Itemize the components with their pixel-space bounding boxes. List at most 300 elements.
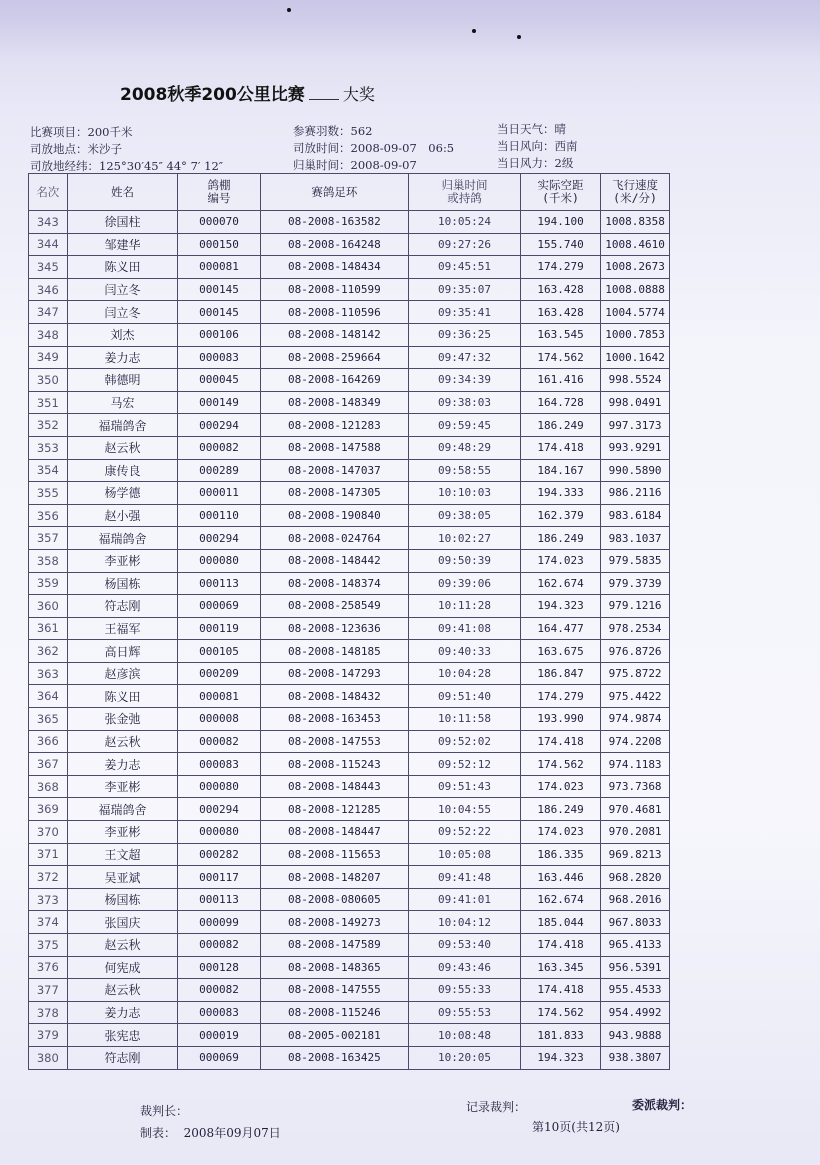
cell-return-time: 09:47:32 [409, 346, 521, 369]
prepared-by [140, 1124, 281, 1141]
cell-distance: 186.249 [520, 798, 600, 821]
cell-distance: 174.562 [520, 1001, 600, 1024]
cell-loft-id: 000070 [178, 211, 260, 234]
cell-ring: 08-2008-121283 [260, 414, 409, 437]
cell-rank: 368 [29, 775, 68, 798]
wind-force-label: 当日风力： [497, 156, 555, 170]
cell-loft-id: 000081 [178, 685, 260, 708]
event-info [30, 124, 132, 140]
cell-distance: 174.418 [520, 436, 600, 459]
wind-force-info [497, 155, 573, 171]
cell-name: 陈义田 [67, 256, 178, 279]
cell-speed: 978.2534 [601, 617, 670, 640]
scan-shading [0, 0, 820, 60]
cell-ring: 08-2008-148443 [260, 775, 409, 798]
cell-speed: 974.9874 [601, 708, 670, 731]
cell-speed: 990.5890 [601, 459, 670, 482]
cell-name: 福瑞鸽舍 [67, 798, 178, 821]
header-distance-line2: (千米) [542, 191, 579, 205]
cell-return-time: 10:04:12 [409, 911, 521, 934]
table-row [29, 753, 670, 776]
cell-rank: 343 [29, 211, 68, 234]
return-time-label: 归巢时间： [293, 158, 351, 172]
cell-distance: 163.446 [520, 866, 600, 889]
cell-rank: 347 [29, 301, 68, 324]
cell-ring: 08-2008-259664 [260, 346, 409, 369]
cell-ring: 08-2008-163582 [260, 211, 409, 234]
cell-name: 何宪成 [67, 956, 178, 979]
recorder-label: 记录裁判： [466, 1100, 527, 1114]
cell-speed: 968.2820 [601, 866, 670, 889]
cell-ring: 08-2008-024764 [260, 527, 409, 550]
cell-ring: 08-2008-148432 [260, 685, 409, 708]
cell-return-time: 09:51:40 [409, 685, 521, 708]
cell-name: 康传良 [67, 459, 178, 482]
return-time-info [293, 157, 417, 173]
cell-rank: 375 [29, 934, 68, 957]
cell-loft-id: 000083 [178, 753, 260, 776]
cell-return-time: 09:52:12 [409, 753, 521, 776]
cell-speed: 1008.0888 [601, 278, 670, 301]
cell-name: 李亚彬 [67, 775, 178, 798]
cell-ring: 08-2005-002181 [260, 1024, 409, 1047]
cell-speed: 1000.1642 [601, 346, 670, 369]
cell-distance: 194.323 [520, 1046, 600, 1069]
table-row [29, 708, 670, 731]
cell-speed: 1000.7853 [601, 323, 670, 346]
cell-name: 杨国栋 [67, 572, 178, 595]
cell-return-time: 10:05:24 [409, 211, 521, 234]
cell-rank: 345 [29, 256, 68, 279]
release-place-value: 米沙子 [87, 142, 122, 156]
cell-rank: 358 [29, 549, 68, 572]
cell-loft-id: 000145 [178, 301, 260, 324]
cell-name: 姜力志 [67, 753, 178, 776]
table-row [29, 798, 670, 821]
cell-distance: 194.100 [520, 211, 600, 234]
title-blank [309, 87, 339, 100]
table-row [29, 414, 670, 437]
cell-speed: 967.8033 [601, 911, 670, 934]
cell-rank: 352 [29, 414, 68, 437]
cell-distance: 184.167 [520, 459, 600, 482]
cell-distance: 174.279 [520, 256, 600, 279]
cell-name: 张国庆 [67, 911, 178, 934]
cell-name: 邹建华 [67, 233, 178, 256]
cell-speed: 943.9888 [601, 1024, 670, 1047]
cell-name: 符志刚 [67, 595, 178, 618]
cell-loft-id: 000080 [178, 549, 260, 572]
table-row [29, 278, 670, 301]
cell-speed: 979.5835 [601, 549, 670, 572]
page-number: 第10页(共12页) [532, 1120, 620, 1134]
header-loft-line2: 编号 [207, 191, 231, 205]
cell-name: 李亚彬 [67, 821, 178, 844]
cell-return-time: 09:41:01 [409, 888, 521, 911]
cell-name: 姜力志 [67, 346, 178, 369]
table-row [29, 391, 670, 414]
cell-loft-id: 000113 [178, 888, 260, 911]
cell-rank: 362 [29, 640, 68, 663]
cell-rank: 346 [29, 278, 68, 301]
table-row [29, 301, 670, 324]
header-time-line1: 归巢时间 [441, 178, 488, 192]
cell-ring: 08-2008-148434 [260, 256, 409, 279]
cell-loft-id: 000082 [178, 934, 260, 957]
table-row [29, 233, 670, 256]
cell-return-time: 10:04:28 [409, 662, 521, 685]
cell-return-time: 09:58:55 [409, 459, 521, 482]
header-distance [520, 174, 600, 211]
cell-ring: 08-2008-147589 [260, 934, 409, 957]
cell-rank: 372 [29, 866, 68, 889]
prepared-label: 制表： [140, 1126, 177, 1140]
cell-ring: 08-2008-148365 [260, 956, 409, 979]
cell-loft-id: 000045 [178, 369, 260, 392]
coords-info [30, 158, 223, 174]
cell-return-time: 09:45:51 [409, 256, 521, 279]
cell-distance: 163.545 [520, 323, 600, 346]
cell-rank: 361 [29, 617, 68, 640]
cell-speed: 975.4422 [601, 685, 670, 708]
table-row [29, 843, 670, 866]
cell-speed: 998.5524 [601, 369, 670, 392]
cell-ring: 08-2008-164269 [260, 369, 409, 392]
table-row [29, 775, 670, 798]
cell-loft-id: 000294 [178, 414, 260, 437]
scan-speck [517, 35, 521, 39]
header-time-line2: 或持鸽 [447, 191, 482, 205]
cell-ring: 08-2008-148349 [260, 391, 409, 414]
header-time [409, 174, 521, 211]
cell-speed: 974.2208 [601, 730, 670, 753]
wind-direction-label: 当日风向： [497, 139, 555, 153]
cell-rank: 380 [29, 1046, 68, 1069]
cell-rank: 349 [29, 346, 68, 369]
cell-speed: 956.5391 [601, 956, 670, 979]
cell-return-time: 09:35:41 [409, 301, 521, 324]
cell-distance: 174.562 [520, 753, 600, 776]
table-row [29, 369, 670, 392]
wind-direction-value: 西南 [554, 139, 578, 153]
cell-ring: 08-2008-148207 [260, 866, 409, 889]
table-row [29, 888, 670, 911]
title-main: 2008秋季200公里比赛 [120, 85, 305, 105]
cell-distance: 181.833 [520, 1024, 600, 1047]
cell-speed: 979.1216 [601, 595, 670, 618]
cell-name: 福瑞鸽舍 [67, 414, 178, 437]
cell-speed: 1004.5774 [601, 301, 670, 324]
cell-rank: 374 [29, 911, 68, 934]
table-row [29, 934, 670, 957]
cell-speed: 979.3739 [601, 572, 670, 595]
cell-name: 李亚彬 [67, 549, 178, 572]
table-row [29, 1046, 670, 1069]
header-speed-line2: (米/分) [613, 191, 657, 205]
weather-info [497, 121, 566, 137]
cell-loft-id: 000069 [178, 595, 260, 618]
cell-name: 闫立冬 [67, 301, 178, 324]
cell-loft-id: 000080 [178, 775, 260, 798]
cell-loft-id: 000128 [178, 956, 260, 979]
header-name: 姓名 [67, 174, 178, 211]
cell-distance: 162.674 [520, 572, 600, 595]
cell-distance: 194.333 [520, 482, 600, 505]
cell-speed: 993.9291 [601, 436, 670, 459]
cell-return-time: 09:41:48 [409, 866, 521, 889]
cell-name: 福瑞鸽舍 [67, 527, 178, 550]
cell-rank: 344 [29, 233, 68, 256]
cell-name: 姜力志 [67, 1001, 178, 1024]
cell-speed: 973.7368 [601, 775, 670, 798]
cell-return-time: 09:39:06 [409, 572, 521, 595]
release-place-info [30, 141, 122, 157]
cell-distance: 174.562 [520, 346, 600, 369]
scan-speck [472, 29, 476, 33]
cell-name: 王福军 [67, 617, 178, 640]
cell-ring: 08-2008-123636 [260, 617, 409, 640]
cell-rank: 369 [29, 798, 68, 821]
cell-loft-id: 000082 [178, 730, 260, 753]
cell-distance: 174.418 [520, 934, 600, 957]
cell-name: 马宏 [67, 391, 178, 414]
header-speed [601, 174, 670, 211]
cell-return-time: 09:38:05 [409, 504, 521, 527]
cell-loft-id: 000099 [178, 911, 260, 934]
cell-rank: 366 [29, 730, 68, 753]
cell-return-time: 09:59:45 [409, 414, 521, 437]
table-row [29, 527, 670, 550]
table-row [29, 821, 670, 844]
cell-rank: 378 [29, 1001, 68, 1024]
cell-speed: 969.8213 [601, 843, 670, 866]
header-ring: 赛鸽足环 [260, 174, 409, 211]
header-loft-line1: 鸽棚 [207, 178, 231, 192]
cell-ring: 08-2008-148442 [260, 549, 409, 572]
cell-return-time: 10:02:27 [409, 527, 521, 550]
cell-rank: 363 [29, 662, 68, 685]
cell-name: 刘杰 [67, 323, 178, 346]
cell-speed: 986.2116 [601, 482, 670, 505]
cell-return-time: 09:52:02 [409, 730, 521, 753]
cell-loft-id: 000294 [178, 527, 260, 550]
cell-name: 张宪忠 [67, 1024, 178, 1047]
cell-rank: 364 [29, 685, 68, 708]
cell-name: 杨学德 [67, 482, 178, 505]
cell-speed: 1008.2673 [601, 256, 670, 279]
cell-return-time: 09:38:03 [409, 391, 521, 414]
cell-ring: 08-2008-147293 [260, 662, 409, 685]
cell-distance: 164.728 [520, 391, 600, 414]
table-row [29, 866, 670, 889]
cell-loft-id: 000209 [178, 662, 260, 685]
cell-ring: 08-2008-147588 [260, 436, 409, 459]
cell-ring: 08-2008-115243 [260, 753, 409, 776]
header-speed-line1: 飞行速度 [612, 178, 659, 192]
cell-speed: 1008.4610 [601, 233, 670, 256]
cell-return-time: 10:10:03 [409, 482, 521, 505]
cell-name: 赵云秋 [67, 730, 178, 753]
release-place-label: 司放地点： [30, 142, 88, 156]
cell-ring: 08-2008-149273 [260, 911, 409, 934]
cell-rank: 373 [29, 888, 68, 911]
cell-distance: 185.044 [520, 911, 600, 934]
cell-loft-id: 000082 [178, 979, 260, 1002]
prepared-date: 2008年09月07日 [183, 1126, 281, 1140]
cell-ring: 08-2008-110599 [260, 278, 409, 301]
cell-speed: 965.4133 [601, 934, 670, 957]
release-time-label: 司放时间： [293, 141, 351, 155]
cell-return-time: 10:04:55 [409, 798, 521, 821]
cell-loft-id: 000069 [178, 1046, 260, 1069]
weather-label: 当日天气： [497, 122, 555, 136]
cell-name: 赵云秋 [67, 979, 178, 1002]
entries-info [293, 123, 372, 139]
cell-rank: 351 [29, 391, 68, 414]
cell-ring: 08-2008-148142 [260, 323, 409, 346]
cell-ring: 08-2008-080605 [260, 888, 409, 911]
table-row [29, 436, 670, 459]
cell-return-time: 09:50:39 [409, 549, 521, 572]
cell-loft-id: 000110 [178, 504, 260, 527]
cell-name: 王文超 [67, 843, 178, 866]
event-label: 比赛项目： [30, 125, 88, 139]
title-award: 大奖 [342, 85, 375, 104]
cell-loft-id: 000149 [178, 391, 260, 414]
cell-return-time: 09:40:33 [409, 640, 521, 663]
cell-distance: 186.249 [520, 414, 600, 437]
cell-rank: 367 [29, 753, 68, 776]
cell-rank: 354 [29, 459, 68, 482]
cell-loft-id: 000019 [178, 1024, 260, 1047]
cell-return-time: 09:35:07 [409, 278, 521, 301]
cell-rank: 355 [29, 482, 68, 505]
cell-return-time: 09:27:26 [409, 233, 521, 256]
cell-return-time: 10:20:05 [409, 1046, 521, 1069]
table-row [29, 595, 670, 618]
cell-rank: 377 [29, 979, 68, 1002]
event-value: 200千米 [87, 125, 133, 139]
cell-return-time: 09:43:46 [409, 956, 521, 979]
cell-distance: 161.416 [520, 369, 600, 392]
coords-label: 司放地经纬： [30, 159, 99, 173]
cell-ring: 08-2008-147553 [260, 730, 409, 753]
entries-value: 562 [350, 124, 373, 138]
cell-rank: 360 [29, 595, 68, 618]
table-body [29, 211, 670, 1070]
cell-distance: 194.323 [520, 595, 600, 618]
cell-name: 赵小强 [67, 504, 178, 527]
cell-rank: 353 [29, 436, 68, 459]
cell-speed: 1008.8358 [601, 211, 670, 234]
cell-distance: 155.740 [520, 233, 600, 256]
cell-distance: 174.418 [520, 730, 600, 753]
cell-loft-id: 000294 [178, 798, 260, 821]
table-row [29, 617, 670, 640]
cell-distance: 164.477 [520, 617, 600, 640]
cell-name: 符志刚 [67, 1046, 178, 1069]
cell-name: 吴亚斌 [67, 866, 178, 889]
cell-distance: 174.418 [520, 979, 600, 1002]
cell-distance: 193.990 [520, 708, 600, 731]
cell-loft-id: 000117 [178, 866, 260, 889]
cell-distance: 163.428 [520, 278, 600, 301]
cell-distance: 174.023 [520, 775, 600, 798]
cell-loft-id: 000082 [178, 436, 260, 459]
cell-loft-id: 000083 [178, 346, 260, 369]
cell-rank: 379 [29, 1024, 68, 1047]
cell-rank: 356 [29, 504, 68, 527]
table-row [29, 504, 670, 527]
cell-speed: 976.8726 [601, 640, 670, 663]
cell-distance: 174.023 [520, 821, 600, 844]
cell-loft-id: 000113 [178, 572, 260, 595]
coords-value: 125°30′45″ 44° 7′ 12″ [99, 159, 224, 173]
cell-rank: 357 [29, 527, 68, 550]
cell-rank: 359 [29, 572, 68, 595]
cell-ring: 08-2008-190840 [260, 504, 409, 527]
cell-ring: 08-2008-147305 [260, 482, 409, 505]
cell-ring: 08-2008-147037 [260, 459, 409, 482]
cell-return-time: 09:36:25 [409, 323, 521, 346]
cell-rank: 376 [29, 956, 68, 979]
table-row [29, 911, 670, 934]
table-row [29, 549, 670, 572]
cell-return-time: 10:08:48 [409, 1024, 521, 1047]
wind-force-value: 2级 [554, 156, 574, 170]
cell-name: 高日辉 [67, 640, 178, 663]
cell-speed: 997.3173 [601, 414, 670, 437]
cell-speed: 955.4533 [601, 979, 670, 1002]
table-row [29, 662, 670, 685]
cell-return-time: 09:51:43 [409, 775, 521, 798]
cell-name: 张金弛 [67, 708, 178, 731]
cell-return-time: 10:11:58 [409, 708, 521, 731]
cell-distance: 162.674 [520, 888, 600, 911]
cell-return-time: 09:52:22 [409, 821, 521, 844]
cell-distance: 174.279 [520, 685, 600, 708]
cell-loft-id: 000150 [178, 233, 260, 256]
cell-speed: 954.4992 [601, 1001, 670, 1024]
cell-distance: 162.379 [520, 504, 600, 527]
table-row [29, 346, 670, 369]
cell-return-time: 09:41:08 [409, 617, 521, 640]
cell-return-time: 09:55:33 [409, 979, 521, 1002]
cell-rank: 350 [29, 369, 68, 392]
cell-loft-id: 000080 [178, 821, 260, 844]
page-title [120, 80, 375, 105]
table-row [29, 1001, 670, 1024]
release-time-value: 2008-09-07 06:5 [350, 141, 455, 155]
cell-speed: 983.1037 [601, 527, 670, 550]
cell-distance: 163.428 [520, 301, 600, 324]
table-row [29, 323, 670, 346]
cell-ring: 08-2008-163425 [260, 1046, 409, 1069]
cell-loft-id: 000282 [178, 843, 260, 866]
cell-name: 赵云秋 [67, 934, 178, 957]
wind-direction-info [497, 138, 578, 154]
table-row [29, 685, 670, 708]
weather-value: 晴 [554, 122, 566, 136]
table-row [29, 482, 670, 505]
table-row [29, 979, 670, 1002]
cell-return-time: 10:05:08 [409, 843, 521, 866]
cell-loft-id: 000105 [178, 640, 260, 663]
cell-ring: 08-2008-115246 [260, 1001, 409, 1024]
cell-ring: 08-2008-148374 [260, 572, 409, 595]
delegate-label: 委派裁判： [632, 1098, 693, 1112]
cell-ring: 08-2008-258549 [260, 595, 409, 618]
